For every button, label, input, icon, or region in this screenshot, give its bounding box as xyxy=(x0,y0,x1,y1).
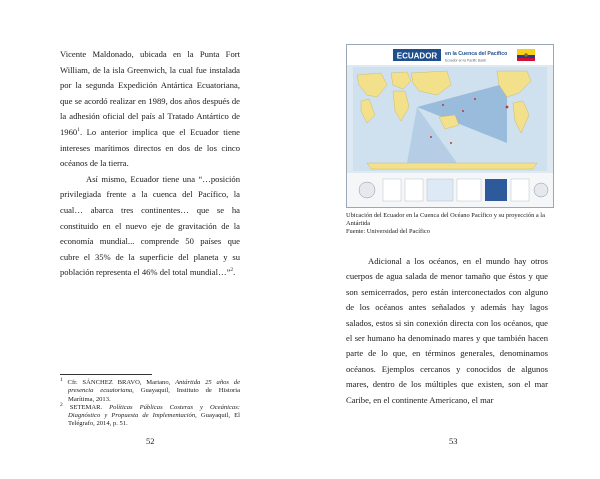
footnote-ref-2[interactable]: 2 xyxy=(230,267,234,274)
paragraph-3: Adicional a los océanos, en el mundo hay otros cuerpos de agua salada de menor tamaño que éstos y que son semicerrados, pero están interconectados con alguno de los océanos antes señalados y además hay lagos salados, estos si sin conexión directa con los océanos, que el ser humano ha denominado mares y que también hacen parte de lo que, en términos generales, denominamos océanos. Ejemplos cercanos y conocidos de algunos mares, dentro de los múltiples que existen, son el mar Caribe, en el continente Americano, el mar xyxy=(346,256,548,405)
page-number-right: 53 xyxy=(449,436,458,446)
map-graphic xyxy=(347,45,553,207)
paragraph-1: Vicente Maldonado, ubicada en la Punta Fort William, de la isla Greenwich, la cual fue instalada por la segunda Expedición Antártica Ecuatoriana, que se acordó realizar en 1989, dos años después de la adhesión oficial del país al Tratado Antártico de 1960$^1$. Lo anterior implica que el Ecuador tiene intereses marítimos directos en dos de los cinco océanos de la tierra. xyxy=(60,49,240,169)
footnote-divider xyxy=(60,374,152,375)
footnote-2: $^2$ SETEMAR. Políticas Públicas Costeras y Oceánicas: Diagnóstico y Propuesta de Implementación, Guayaquil, El Telégrafo, 2014, p. 51. xyxy=(60,401,240,428)
right-body-text xyxy=(346,254,548,408)
page-number-left: 52 xyxy=(146,436,155,446)
footnote-ref-1[interactable]: 1 xyxy=(77,127,80,134)
ecuador-pacific-map xyxy=(346,44,554,208)
map-subtitle-2: Ecuador en la Pacific Basin xyxy=(445,58,487,63)
left-body-text xyxy=(60,47,240,281)
footnotes xyxy=(60,376,241,429)
figure-caption xyxy=(346,212,556,237)
map-title: ECUADOR xyxy=(396,51,438,61)
ecuador-flag-icon xyxy=(517,49,535,61)
map-subtitle: en la Cuenca del Pacífico xyxy=(445,51,508,57)
right-page xyxy=(300,0,600,479)
caption-text: Ubicación del Ecuador en la Cuenca del Océano Pacífico y su proyección a la Antártida xyxy=(346,212,545,228)
continent-antarctica xyxy=(367,163,537,169)
caption-source: Fuente: Universidad del Pacífico xyxy=(346,228,430,236)
paragraph-2: Así mismo, Ecuador tiene una “…posición privilegiada frente a la cuenca del Pacífico, la cual… abarca tres continentes… que se ha constituido en el nuevo eje de gravitación de la economía mundial... comprende 50 países que cubre el 35% de la superficie del planeta y su población representa el 46% del total mundial…”$^2$. xyxy=(60,173,240,278)
footnote-1: $^1$ Cfr. SÁNCHEZ BRAVO, Mariano, Antártida 25 años de presencia ecuatoriana, Guayaquil, Instituto de Historia Marítima, 2013. xyxy=(60,376,241,403)
